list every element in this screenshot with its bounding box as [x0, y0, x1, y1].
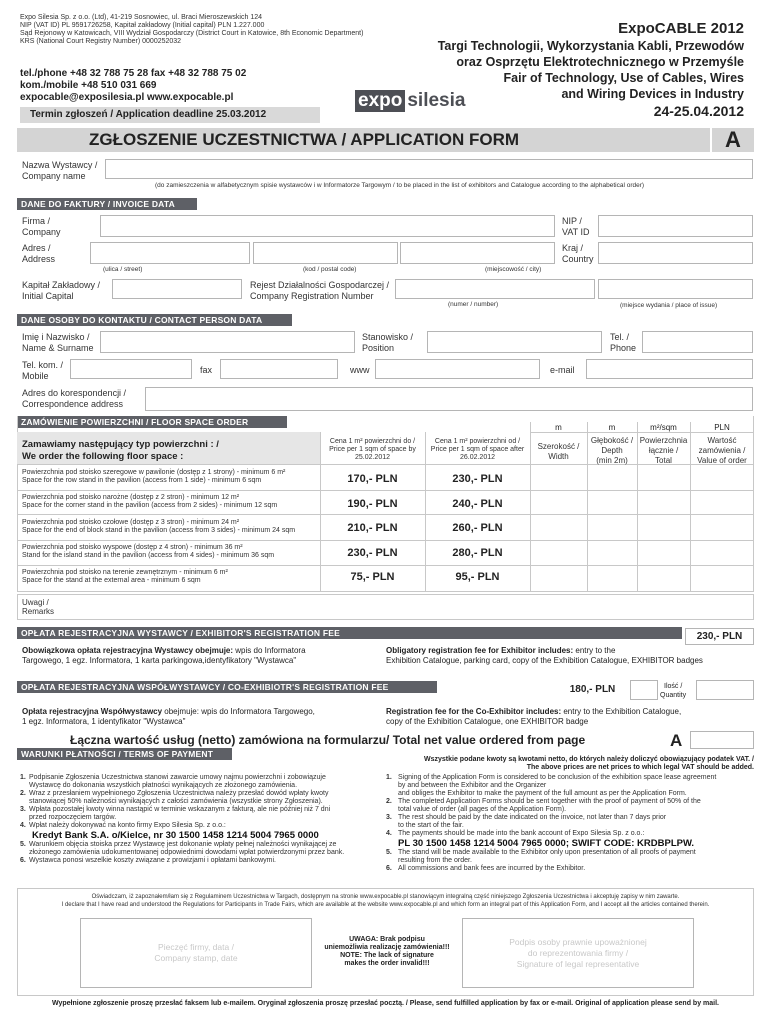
company-line-3: Sąd Rejonowy w Katowicach, VIII Wydział Gospodarczy (District Court in Katowice, 8th Economic Department): [20, 30, 364, 37]
value-pl: Wartość: [707, 436, 737, 445]
mobile-input[interactable]: [70, 359, 192, 379]
term-num: 3.: [386, 814, 392, 821]
term-line: [386, 849, 756, 857]
company-line-2: NIP (VAT ID) PL 9591726258, Kapitał zakładowy (Initial capital) PLN 1.227.000: [20, 22, 265, 29]
sig-1: Podpis osoby prawnie upoważnionej: [509, 937, 647, 947]
depth-min: (min 2m): [596, 456, 628, 465]
row-price1: 190,- PLN: [347, 498, 398, 510]
fax-label: fax: [200, 365, 213, 375]
price2-en: Price per 1 sqm of space after: [430, 446, 525, 453]
term-num: 6.: [386, 865, 392, 872]
fee-en: [386, 646, 615, 656]
row-price2: 95,- PLN: [455, 571, 500, 583]
term-line: [386, 865, 756, 873]
space-type-en: We order the following floor space :: [22, 451, 184, 462]
country-label-pl: Kraj /: [562, 243, 584, 253]
address-label-pl: Adres /: [22, 243, 51, 253]
firm-label-en: Company: [22, 227, 61, 237]
mobile-label-en: Mobile: [22, 371, 49, 381]
cofee-en: [386, 707, 681, 717]
row-price2: 280,- PLN: [452, 547, 503, 559]
row-desc-pl: Powierzchnia pod stoisko narożne (dostęp z 2 stron) - minimum 12 m²: [22, 494, 240, 501]
row-price1: 170,- PLN: [347, 473, 398, 485]
fee-pl: [22, 646, 306, 656]
price1-pl: Cena 1 m² powierzchni do /: [329, 438, 416, 445]
value-pl-2: zamówienia /: [698, 446, 746, 455]
area-header: [637, 436, 690, 466]
form-letter: A: [710, 128, 754, 152]
fee-pl-line2: Targowego, 1 egz. Informatora, 1 karta parkingowa,identyfikatory "Wystawca": [22, 656, 297, 665]
position-label-en: Position: [362, 343, 395, 353]
term-line: [386, 782, 756, 790]
cofee-quantity-input[interactable]: [630, 680, 658, 700]
unit-area: m²/sqm: [650, 423, 677, 432]
company-mobile: kom./mobile +48 510 031 669: [20, 80, 157, 91]
invoice-header: DANE DO FAKTURY / INVOICE DATA: [17, 198, 197, 210]
row-desc-en: Stand for the island stand in the pavilion (access from 4 sides) - minimum 36 sqm: [22, 552, 275, 559]
table-row: [22, 519, 295, 535]
row-desc-en: Space for the end of block stand in the pavilion (access from 3 sides) - minimum 24 sqm: [22, 527, 296, 534]
term-line: [20, 814, 380, 822]
stamp-pl: Pieczęć firmy, data /: [158, 942, 234, 952]
declaration-en: I declare that I have read and understood the Regulations for Participants in Trade Fairs, which are available at the website www.expocable.pl and which form an integral part of this Application Form, and I accept all the articles contained therein.: [61, 902, 710, 908]
city-hint: (miejscowość / city): [485, 266, 542, 273]
remarks-input[interactable]: [17, 594, 754, 620]
term-num: 1.: [386, 774, 392, 781]
exhibitor-label-pl: Nazwa Wystawcy /: [22, 160, 98, 170]
term-num: 1.: [20, 774, 26, 781]
table-row: [22, 544, 274, 560]
cofee-en-line2: copy of the Exhibition Catalogue, one EXHIBITOR badge: [386, 717, 589, 726]
cofee-pl-bold: Opłata rejestracyjna Współwystawcy: [22, 707, 163, 716]
correspondence-label-en: Correspondence address: [22, 399, 124, 409]
row-desc-en: Space for the stand at the external area - minimum 6 sqm: [22, 577, 201, 584]
term-line: [386, 830, 756, 838]
remarks-label-en: Remarks: [22, 607, 55, 616]
term-text: Podpisanie Zgłoszenia Uczestnictwa stanowi zawarcie umowy najmu powierzchni i zobowiązuje: [29, 774, 326, 781]
term-text: Wpłat należy dokonywać na konto firmy Expo Silesia Sp. z o.o.:: [29, 822, 226, 829]
name-input[interactable]: [100, 331, 355, 353]
term-line: [20, 822, 380, 830]
term-num: 6.: [20, 857, 26, 864]
term-num: 4.: [20, 822, 26, 829]
row-desc-pl: Powierzchnia pod stoisko na terenie zewnętrznym - minimum 6 m²: [22, 569, 228, 576]
price1-date: 25.02.2012: [354, 454, 391, 461]
term-text: złożonego zamówienia udokumentowanej odpowiednimi dowodami wpłat potwierdzonymi przez bank.: [29, 849, 345, 856]
row-price1: 230,- PLN: [347, 547, 398, 559]
term-text: przed rozpoczęciem targów.: [29, 814, 117, 821]
depth-pl: Głębokość /: [590, 436, 634, 445]
term-line: [20, 782, 380, 790]
terms-en: [386, 774, 756, 873]
correspondence-label-pl: Adres do korespondencji /: [22, 388, 127, 398]
term-line: [386, 798, 756, 806]
exposilesia-logo: [355, 90, 485, 114]
width-en: Width: [548, 452, 569, 461]
declaration-pl: Oświadczam, iż zapoznałem/łam się z Regulaminem Uczestnictwa w Targach, dostępnym na stronie www.expocable.pl stanowiącym integralną część niniejszego Zgłoszenia Uczestnictwa i akceptuję zapisy w nim zawarte.: [91, 894, 680, 900]
space-header: ZAMÓWIENIE POWIERZCHNI / FLOOR SPACE ORDER: [17, 416, 287, 428]
term-text: The completed Application Forms should be sent together with the proof of payment of 50% of the: [398, 798, 701, 805]
price2-date: 26.02.2012: [459, 454, 496, 461]
term-text: The payments should be made into the bank account of Expo Silesia Sp. z o.o.:: [398, 830, 645, 837]
street-hint: (ulica / street): [103, 266, 143, 273]
fee-en-line2: Exhibition Catalogue, parking card, copy of the Exhibition Catalogue, EXHIBITOR badges: [386, 656, 703, 665]
company-email: expocable@exposilesia.pl www.expocable.pl: [20, 92, 234, 103]
term-line: [20, 857, 380, 865]
term-text: stanowiącej 50% należności wynikających z całości zamówienia (wszystkie strony Zgłoszenia).: [29, 798, 323, 805]
fax-input[interactable]: [220, 359, 338, 379]
firm-label-pl: Firma /: [22, 216, 50, 226]
cofee-header: OPŁATA REJESTRACYJNA WSPÓŁWYSTAWCY / CO-EXHIBIOTR'S REGISTRATION FEE: [17, 681, 437, 693]
mobile-label-pl: Tel. kom. /: [22, 360, 64, 370]
vat-note-pl: Wszystkie podane kwoty są kwotami netto, do których należy doliczyć obowiązujący podatek VAT. /: [424, 756, 754, 763]
fee-en-rest: entry to the: [573, 646, 616, 655]
row-price2: 240,- PLN: [452, 498, 503, 510]
event-desc-1: Targi Technologii, Wykorzystania Kabli, Przewodów: [437, 39, 744, 53]
term-num: 3.: [20, 806, 26, 813]
term-text: All commissions and bank fees are incurred by the Exhibitor.: [398, 865, 586, 872]
form-title: ZGŁOSZENIE UCZESTNICTWA / APPLICATION FORM: [17, 128, 710, 152]
table-row: [22, 494, 277, 510]
fee-header: OPŁATA REJESTRACYJNA WYSTAWCY / EXHIBITOR'S REGISTRATION FEE: [17, 627, 682, 639]
term-text: Wystawcę do dokonania wszystkich płatności wynikających ze złożonego zamówienia.: [29, 782, 298, 789]
term-text: The rest should be paid by the date indicated on the invoice, not later than 7 days prior: [398, 814, 667, 821]
position-input[interactable]: [427, 331, 602, 353]
www-label: www: [350, 365, 370, 375]
value-header: [690, 436, 754, 466]
term-text: to the start of the fair.: [398, 822, 464, 829]
warn-3: NOTE: The lack of signature: [340, 952, 434, 959]
depth-header: [587, 436, 637, 466]
nip-label-pl: NIP /: [562, 216, 582, 226]
registration-place-input[interactable]: [598, 279, 753, 299]
bank-account-pl: Kredyt Bank S.A. o/Kielce, nr 30 1500 1458 1214 5004 7965 0000: [32, 830, 319, 841]
term-text: Wraz z przesłaniem wypełnionego Zgłoszenia Uczestnictwa należy przesłać dowód wpłaty kwoty: [29, 790, 329, 797]
vat-note-en: The above prices are net prices to which legal VAT should be added.: [526, 764, 754, 771]
term-line: [386, 814, 756, 822]
term-line: [20, 798, 380, 806]
capital-label-pl: Kapitał Zakładowy /: [22, 280, 101, 290]
quantity-label-pl: Ilość /: [664, 683, 683, 690]
nip-label-en: VAT ID: [562, 227, 590, 237]
area-en: Total: [655, 456, 672, 465]
postal-input[interactable]: [253, 242, 398, 264]
postal-hint: (kod / postal code): [303, 266, 357, 273]
nip-input[interactable]: [598, 215, 753, 237]
phone-input[interactable]: [642, 331, 753, 353]
sig-2: do reprezentowania firmy /: [527, 948, 629, 958]
term-text: total value of order (all pages of the Application Form).: [398, 806, 567, 813]
term-text: by and between the Exhibitor and the Organizer: [398, 782, 547, 789]
row-desc-pl: Powierzchnia pod stoisko szeregowe w pawilonie (dostęp z 1 strony) - minimum 6 m²: [22, 469, 286, 476]
signature-placeholder: [462, 937, 694, 970]
row-price2: 260,- PLN: [452, 522, 503, 534]
warn-4: makes the order invalid!!!: [344, 960, 430, 967]
unit-depth: m: [608, 423, 616, 432]
phone-label-en: Phone: [610, 343, 637, 353]
total-text: Łączna wartość usług (netto) zamówiona na formularzu/ Total net value ordered from page: [70, 733, 586, 747]
row-price1: 75,- PLN: [350, 571, 395, 583]
warn-1: UWAGA: Brak podpisu: [349, 936, 425, 943]
name-label-pl: Imię i Nazwisko /: [22, 332, 90, 342]
term-num: 2.: [386, 798, 392, 805]
fee-pl-bold: Obowiązkowa opłata rejestracyjna Wystawcy obejmuje:: [22, 646, 234, 655]
row-price1: 210,- PLN: [347, 522, 398, 534]
term-line: [20, 774, 380, 782]
quantity-label-en: Quantity: [660, 692, 687, 699]
term-line: [20, 841, 380, 849]
company-name-input[interactable]: [105, 159, 753, 179]
term-num: 2.: [20, 790, 26, 797]
term-num: 5.: [386, 849, 392, 856]
term-line: [386, 790, 756, 798]
terms-pl: [20, 774, 380, 865]
sig-3: Signature of legal representative: [516, 959, 640, 969]
term-text: Wystawca ponosi wszelkie koszty związane z prowizjami i opłatami bankowymi.: [29, 857, 276, 864]
warn-2: uniemożliwia realizację zamówienia!!!: [324, 944, 450, 951]
unit-value: PLN: [714, 423, 730, 432]
place-hint: (miejsce wydania / place of issue): [620, 302, 718, 309]
company-phone: tel./phone +48 32 788 75 28 fax +48 32 788 75 02: [20, 68, 247, 79]
term-text: Warunkiem objęcia stoiska przez Wystawcę jest dokonanie wpłaty pełnej należności wynikającej ze: [29, 841, 337, 848]
term-line: [386, 774, 756, 782]
term-num: 5.: [20, 841, 26, 848]
phone-label-pl: Tel. /: [610, 332, 630, 342]
term-line: [386, 806, 756, 814]
row-price2: 230,- PLN: [452, 473, 503, 485]
logo-silesia: silesia: [407, 90, 466, 111]
term-line: [386, 857, 756, 865]
term-text: and obliges the Exhibitor to make the payment of the full amount as per the Application Form.: [398, 790, 687, 797]
table-row: [22, 469, 285, 485]
capital-input[interactable]: [112, 279, 242, 299]
cofee-pl-rest: obejmuje: wpis do Informatora Targowego,: [162, 707, 315, 716]
name-label-en: Name & Surname: [22, 343, 94, 353]
unit-width: m: [555, 423, 562, 432]
firm-input[interactable]: [100, 215, 555, 237]
signature-warning: [312, 936, 462, 968]
remarks-label-pl: Uwagi /: [22, 598, 49, 607]
www-input[interactable]: [375, 359, 540, 379]
price2-header: [425, 438, 530, 462]
event-desc-4: and Wiring Devices in Industry: [561, 87, 744, 101]
company-line-4: KRS (National Court Registry Number) 0000252032: [20, 38, 182, 45]
total-value-input[interactable]: [690, 731, 754, 749]
price1-en: Price per 1 sqm of space by: [329, 446, 416, 453]
row-desc-pl: Powierzchnia pod stoisko wyspowe (dostęp z 4 stron) - minimum 36 m²: [22, 544, 243, 551]
row-desc-pl: Powierzchnia pod stoisko czołowe (dostęp z 3 stron) - minimum 24 m²: [22, 519, 240, 526]
bank-account-en: PL 30 1500 1458 1214 5004 7965 0000; SWIFT CODE: KRDBPLPW.: [398, 838, 695, 849]
logo-expo: expo: [355, 90, 405, 112]
total-letter: A: [670, 731, 683, 750]
correspondence-input[interactable]: [145, 387, 753, 411]
position-label-pl: Stanowisko /: [362, 332, 414, 342]
depth-en: Depth: [601, 446, 623, 455]
term-text: Wpłata pozostałej kwoty winna nastąpić w terminie wskazanym z fakturą, ale nie później niż 7 dni: [29, 806, 331, 813]
event-name: ExpoCABLE 2012: [618, 20, 744, 37]
term-num: 4.: [386, 830, 392, 837]
number-hint: (numer / number): [448, 301, 499, 308]
cofee-pl-line2: 1 egz. Informatora, 1 identyfikator "Wystawca": [22, 717, 186, 726]
cofee-amount: 180,- PLN: [569, 684, 616, 695]
price1-header: [320, 438, 425, 462]
event-desc-3: Fair of Technology, Use of Cables, Wires: [503, 71, 744, 85]
term-text: resulting from the order.: [398, 857, 472, 864]
fee-amount: 230,- PLN: [685, 628, 754, 645]
fee-pl-rest: wpis do Informatora: [233, 646, 306, 655]
email-label: e-mail: [550, 365, 575, 375]
registration-label-pl: Rejest Działalności Gospodarczej /: [250, 280, 390, 290]
email-input[interactable]: [586, 359, 753, 379]
area-pl-2: łącznie /: [648, 446, 679, 455]
deadline-banner: Termin zgłoszeń / Application deadline 25.03.2012: [20, 107, 320, 123]
registration-number-input[interactable]: [395, 279, 595, 299]
width-header: [530, 442, 587, 462]
exhibitor-label-en: Company name: [22, 171, 86, 181]
stamp-en: Company stamp, date: [154, 953, 238, 963]
fee-en-bold: Obligatory registration fee for Exhibitor includes:: [386, 646, 574, 655]
row-desc-en: Space for the corner stand in the pavilion (access from 2 sides) - minimum 12 sqm: [22, 502, 278, 509]
payment-header: WARUNKI PŁATNOŚCI / TERMS OF PAYMENT: [17, 748, 232, 760]
address-label-en: Address: [22, 254, 56, 264]
street-input[interactable]: [90, 242, 250, 264]
stamp-placeholder: [80, 942, 312, 964]
capital-label-en: Initial Capital: [22, 291, 74, 301]
event-desc-2: oraz Osprzętu Elektrotechnicznego w Przemyśle: [456, 55, 744, 69]
exhibitor-note: (do zamieszczenia w alfabetycznym spisie wystawców i w Informatorze Targowym / to be placed in the list of exhibitors and Catalogue according to the alphabetical order): [155, 182, 645, 189]
price2-pl: Cena 1 m² powierzchni od /: [434, 438, 521, 445]
contact-header: DANE OSOBY DO KONTAKTU / CONTACT PERSON DATA: [17, 314, 292, 326]
company-line-1: Expo Silesia Sp. z o.o. (Ltd), 41-219 Sosnowiec, ul. Braci Mieroszewskich 124: [20, 14, 263, 21]
term-line: [20, 806, 380, 814]
registration-label-en: Company Registration Number: [250, 291, 374, 301]
cofee-en-rest: entry to the Exhibition Catalogue,: [561, 707, 682, 716]
area-pl: Powierzchnia: [639, 436, 688, 445]
value-en: Value of order: [697, 456, 747, 465]
country-input[interactable]: [598, 242, 753, 264]
term-text: Signing of the Application Form is considered to be conclusion of the exhibition space lease agreement: [398, 774, 717, 781]
term-line: [20, 790, 380, 798]
row-desc-en: Space for the row stand in the pavilion (access from 1 side) - minimum 6 sqm: [22, 477, 262, 484]
term-text: The stand will be made available to the Exhibitor only upon presentation of all proofs of payment: [398, 849, 696, 856]
country-label-en: Country: [562, 254, 594, 264]
term-line: [20, 849, 380, 857]
city-input[interactable]: [400, 242, 555, 264]
table-row: [22, 569, 228, 585]
space-type-pl: Zamawiamy następujący typ powierzchni : /: [22, 439, 219, 450]
width-pl: Szerokość /: [537, 442, 580, 451]
footer-note: Wypełnione zgłoszenie proszę przesłać faksem lub e-mailem. Oryginał zgłoszenia proszę przesłać pocztą. / Please, send fulfilled application by fax or e-mail. Original of application please send by mail.: [51, 1000, 719, 1007]
cofee-value-input[interactable]: [696, 680, 754, 700]
term-line: [386, 822, 756, 830]
cofee-en-bold: Registration fee for the Co-Exhibitor includes:: [386, 707, 562, 716]
event-dates: 24-25.04.2012: [653, 103, 744, 119]
cofee-pl: [22, 707, 315, 717]
